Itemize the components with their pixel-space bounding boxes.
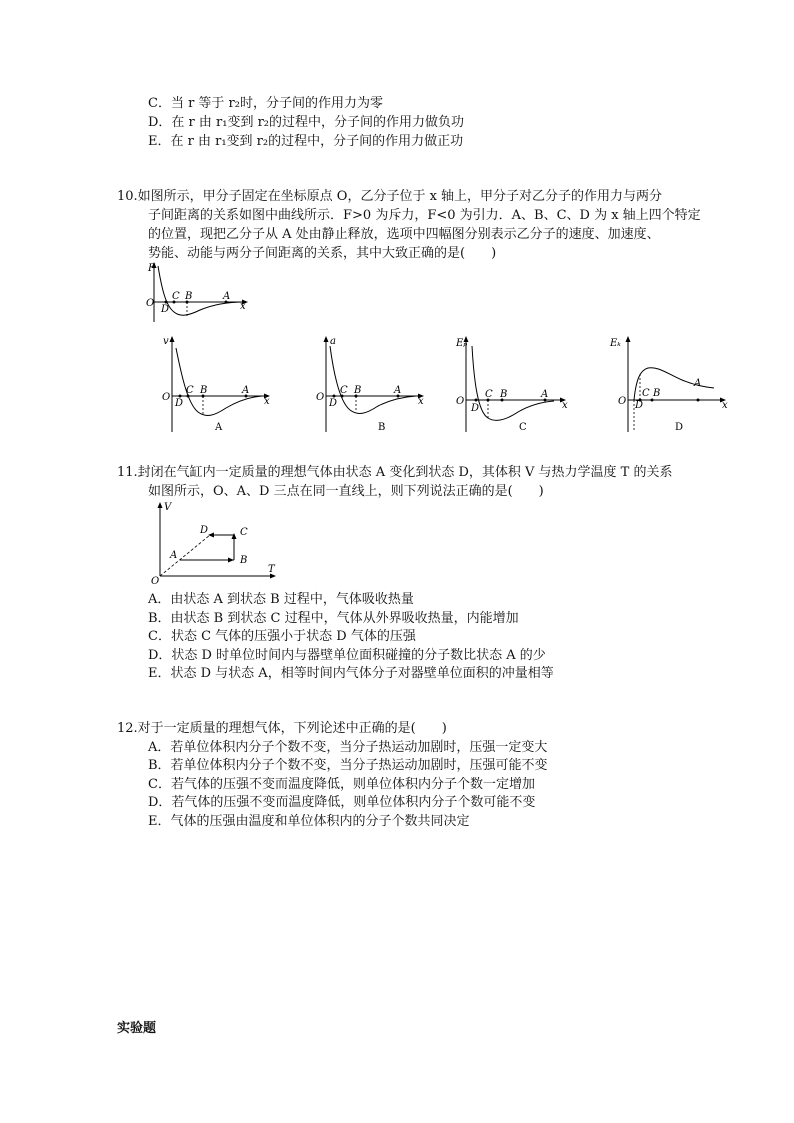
q10-c-point-d: D bbox=[471, 403, 480, 414]
q10-main-point-c: C bbox=[172, 291, 180, 302]
q10-a-point-d: D bbox=[175, 398, 184, 409]
q11-vt-graph bbox=[148, 500, 280, 586]
q12-option-b: B．若单位体积内分子个数不变，当分子热运动加剧时，压强可能不变 bbox=[148, 758, 548, 773]
q12-stem: 12.对于一定质量的理想气体，下列论述中正确的是( ) bbox=[117, 721, 447, 736]
q10-main-origin: O bbox=[146, 298, 155, 309]
q10-c-point-a: A bbox=[541, 389, 549, 400]
q10-c-caption: C bbox=[519, 422, 527, 433]
q10-b-point-a: A bbox=[394, 385, 402, 396]
q10-stem-line-2: 子间距离的关系如图中曲线所示．F>0 为斥力，F<0 为引力．A、B、C、D 为 x 轴上四个特定 bbox=[148, 208, 701, 223]
q10-c-x-label: x bbox=[562, 400, 568, 411]
q11-state-b: B bbox=[240, 555, 248, 566]
q11-x-label: T bbox=[268, 564, 275, 575]
q10-main-point-b: B bbox=[185, 291, 193, 302]
q10-a-x-label: x bbox=[264, 396, 270, 407]
q12-option-d: D．若气体的压强不变而温度降低，则单位体积内分子个数可能不变 bbox=[148, 795, 536, 810]
q12-option-a: A．若单位体积内分子个数不变，当分子热运动加剧时，压强一定变大 bbox=[148, 740, 548, 755]
q11-stem-line-1: 11.封闭在气缸内一定质量的理想气体由状态 A 变化到状态 D，其体积 V 与热力学温度 T 的关系 bbox=[117, 465, 673, 480]
q11-state-d: D bbox=[200, 525, 209, 536]
q9-option-e: E．在 r 由 r₁变到 r₂的过程中，分子间的作用力做正功 bbox=[148, 134, 464, 149]
q10-option-a-graph bbox=[158, 334, 274, 434]
q11-option-a: A．由状态 A 到状态 B 过程中，气体吸收热量 bbox=[148, 592, 414, 607]
q10-option-d-graph bbox=[606, 334, 730, 434]
q10-b-point-c: C bbox=[340, 385, 348, 396]
q10-b-point-d: D bbox=[329, 398, 338, 409]
q10-c-point-b: B bbox=[500, 389, 508, 400]
section-title-experiment: 实验题 bbox=[117, 1021, 157, 1036]
q11-state-a: A bbox=[170, 550, 178, 561]
q10-d-point-c: C bbox=[642, 388, 650, 399]
q9-option-c: C．当 r 等于 r₂时，分子间的作用力为零 bbox=[148, 96, 383, 111]
q10-b-origin: O bbox=[316, 392, 325, 403]
q10-c-y-label: Eₚ bbox=[456, 338, 468, 349]
q10-stem-line-4: 势能、动能与两分子间距离的关系，其中大致正确的是( ) bbox=[148, 246, 497, 261]
q10-a-point-a: A bbox=[242, 385, 250, 396]
q10-b-point-b: B bbox=[354, 385, 362, 396]
q10-main-x-label: x bbox=[240, 301, 246, 312]
q12-option-c: C．若气体的压强不变而温度降低，则单位体积内分子个数一定增加 bbox=[148, 777, 535, 792]
q10-main-point-d: D bbox=[161, 304, 170, 315]
q11-option-b: B．由状态 B 到状态 C 过程中，气体从外界吸收热量，内能增加 bbox=[148, 611, 519, 626]
q10-option-b-graph bbox=[312, 334, 428, 434]
q10-d-point-b: B bbox=[653, 388, 661, 399]
q10-a-origin: O bbox=[162, 392, 171, 403]
q12-option-e: E．气体的压强由温度和单位体积内的分子个数共同决定 bbox=[148, 814, 470, 829]
q10-d-origin: O bbox=[618, 396, 627, 407]
q11-origin: O bbox=[151, 576, 160, 586]
q10-stem-line-1: 10.如图所示，甲分子固定在坐标原点 O，乙分子位于 x 轴上，甲分子对乙分子的作用力与两分 bbox=[117, 189, 663, 204]
q11-y-label: V bbox=[164, 502, 172, 513]
q10-d-point-d: D bbox=[635, 400, 644, 411]
q10-force-graph bbox=[140, 262, 252, 324]
q10-a-caption: A bbox=[215, 422, 223, 433]
q11-option-d: D．状态 D 时单位时间内与器壁单位面积碰撞的分子数比状态 A 的少 bbox=[148, 648, 546, 663]
q9-option-d: D．在 r 由 r₁变到 r₂的过程中，分子间的作用力做负功 bbox=[148, 115, 465, 130]
q10-d-caption: D bbox=[675, 422, 684, 433]
q10-main-y-label: F bbox=[148, 263, 155, 274]
q10-d-point-a: A bbox=[694, 378, 702, 389]
q10-b-x-label: x bbox=[418, 396, 424, 407]
q10-c-point-c: C bbox=[485, 389, 493, 400]
q10-stem-line-3: 的位置，现把乙分子从 A 处由静止释放，选项中四幅图分别表示乙分子的速度、加速度、 bbox=[148, 227, 660, 242]
q10-a-point-c: C bbox=[186, 385, 194, 396]
q10-option-c-graph bbox=[452, 334, 570, 434]
q10-main-point-a: A bbox=[223, 291, 231, 302]
q11-state-c: C bbox=[240, 527, 248, 538]
q10-d-x-label: x bbox=[722, 400, 728, 411]
q10-a-point-b: B bbox=[200, 385, 208, 396]
q10-c-origin: O bbox=[456, 396, 465, 407]
q10-a-y-label: v bbox=[163, 336, 169, 347]
q10-b-caption: B bbox=[378, 422, 386, 433]
q10-b-y-label: a bbox=[330, 336, 336, 347]
q11-option-c: C．状态 C 气体的压强小于状态 D 气体的压强 bbox=[148, 629, 416, 644]
q11-stem-line-2: 如图所示，O、A、D 三点在同一直线上，则下列说法正确的是( ) bbox=[148, 484, 544, 499]
q11-option-e: E．状态 D 与状态 A，相等时间内气体分子对器壁单位面积的冲量相等 bbox=[148, 666, 554, 681]
q10-d-y-label: Eₖ bbox=[610, 338, 621, 349]
